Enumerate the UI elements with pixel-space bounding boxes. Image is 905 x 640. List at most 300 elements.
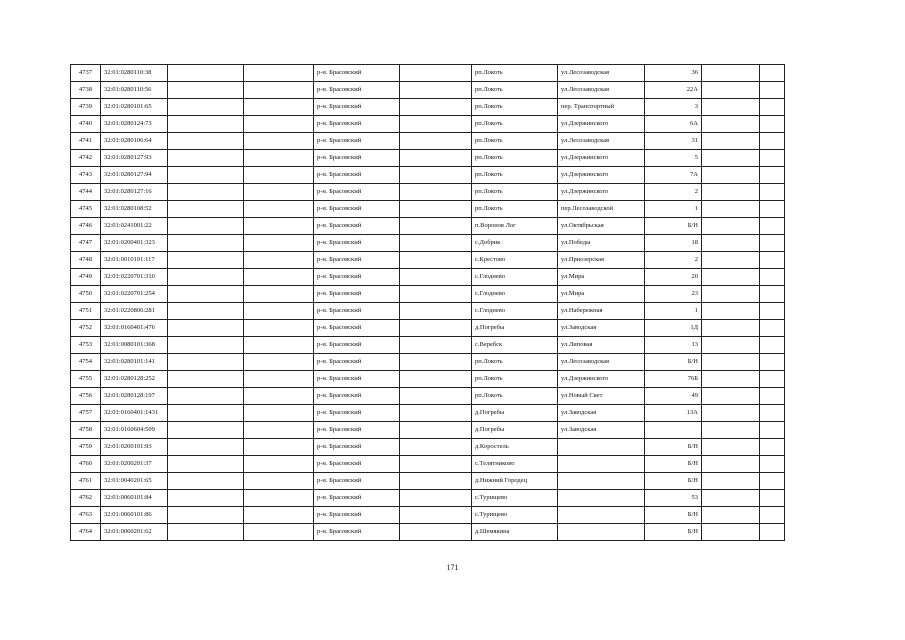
district-cell: р-н. Брасовский — [314, 507, 400, 524]
empty-cell — [168, 201, 244, 218]
empty-cell — [244, 422, 314, 439]
table-row — [71, 150, 785, 167]
table-row — [71, 99, 785, 116]
street-cell — [558, 473, 645, 490]
empty-cell — [244, 507, 314, 524]
empty-cell — [168, 439, 244, 456]
empty-cell — [702, 286, 760, 303]
table-row — [71, 303, 785, 320]
table-row — [71, 269, 785, 286]
table-row — [71, 439, 785, 456]
empty-cell — [760, 303, 785, 320]
row-number: 4739 — [71, 99, 101, 116]
street-cell: ул.Дзержинского — [558, 371, 645, 388]
district-cell: р-н. Брасовский — [314, 524, 400, 541]
cadastral-number: 32:01:0060201:62 — [101, 524, 168, 541]
empty-cell — [702, 167, 760, 184]
row-number: 4738 — [71, 82, 101, 99]
empty-cell — [400, 371, 472, 388]
settlement-cell: д.Погребы — [472, 422, 558, 439]
row-number: 4760 — [71, 456, 101, 473]
settlement-cell: рп.Локоть — [472, 167, 558, 184]
street-cell: ул.Новый Свет — [558, 388, 645, 405]
district-cell: р-н. Брасовский — [314, 439, 400, 456]
empty-cell — [400, 218, 472, 235]
cadastral-number: 32:01:0060101:84 — [101, 490, 168, 507]
house-number-cell: 2 — [645, 184, 702, 201]
house-number-cell: 76Б — [645, 371, 702, 388]
settlement-cell: рп.Локоть — [472, 116, 558, 133]
cadastral-number: 32:01:0280101:65 — [101, 99, 168, 116]
settlement-cell: рп.Локоть — [472, 82, 558, 99]
empty-cell — [702, 82, 760, 99]
house-number-cell: 2 — [645, 252, 702, 269]
empty-cell — [400, 99, 472, 116]
house-number-cell: Б/Н — [645, 439, 702, 456]
empty-cell — [168, 337, 244, 354]
empty-cell — [702, 269, 760, 286]
district-cell: р-н. Брасовский — [314, 303, 400, 320]
cadastral-number: 32:01:0280127:94 — [101, 167, 168, 184]
house-number-cell: 1Д — [645, 320, 702, 337]
empty-cell — [168, 116, 244, 133]
house-number-cell: 20 — [645, 269, 702, 286]
settlement-cell: с.Турищево — [472, 507, 558, 524]
empty-cell — [244, 184, 314, 201]
empty-cell — [760, 524, 785, 541]
empty-cell — [168, 320, 244, 337]
empty-cell — [244, 218, 314, 235]
table-row — [71, 133, 785, 150]
empty-cell — [244, 116, 314, 133]
house-number-cell: 1 — [645, 201, 702, 218]
row-number: 4741 — [71, 133, 101, 150]
empty-cell — [168, 167, 244, 184]
empty-cell — [244, 167, 314, 184]
house-number-cell: 13А — [645, 405, 702, 422]
row-number: 4758 — [71, 422, 101, 439]
empty-cell — [702, 133, 760, 150]
empty-cell — [760, 439, 785, 456]
empty-cell — [760, 286, 785, 303]
empty-cell — [400, 167, 472, 184]
street-cell: ул.Заводская — [558, 405, 645, 422]
empty-cell — [400, 524, 472, 541]
empty-cell — [400, 82, 472, 99]
empty-cell — [400, 490, 472, 507]
empty-cell — [400, 252, 472, 269]
district-cell: р-н. Брасовский — [314, 286, 400, 303]
empty-cell — [244, 252, 314, 269]
empty-cell — [244, 269, 314, 286]
empty-cell — [760, 116, 785, 133]
district-cell: р-н. Брасовский — [314, 371, 400, 388]
cadastral-number: 32:01:0280127:93 — [101, 150, 168, 167]
empty-cell — [244, 337, 314, 354]
empty-cell — [244, 82, 314, 99]
empty-cell — [760, 252, 785, 269]
empty-cell — [702, 473, 760, 490]
street-cell: ул.Лесозаводская — [558, 354, 645, 371]
street-cell: ул.Липовая — [558, 337, 645, 354]
empty-cell — [702, 235, 760, 252]
house-number-cell: 13 — [645, 337, 702, 354]
house-number-cell: 53 — [645, 490, 702, 507]
settlement-cell: рп.Локоть — [472, 150, 558, 167]
empty-cell — [168, 218, 244, 235]
cadastral-number: 32:01:0200401:323 — [101, 235, 168, 252]
empty-cell — [400, 303, 472, 320]
settlement-cell: с.Телятниково — [472, 456, 558, 473]
empty-cell — [244, 150, 314, 167]
settlement-cell: рп.Локоть — [472, 371, 558, 388]
table-row — [71, 82, 785, 99]
row-number: 4764 — [71, 524, 101, 541]
settlement-cell: рп.Локоть — [472, 99, 558, 116]
table-row — [71, 167, 785, 184]
row-number: 4755 — [71, 371, 101, 388]
empty-cell — [400, 65, 472, 82]
empty-cell — [760, 473, 785, 490]
settlement-cell: рп.Локоть — [472, 354, 558, 371]
row-number: 4754 — [71, 354, 101, 371]
empty-cell — [244, 65, 314, 82]
empty-cell — [400, 286, 472, 303]
row-number: 4756 — [71, 388, 101, 405]
empty-cell — [702, 65, 760, 82]
district-cell: р-н. Брасовский — [314, 99, 400, 116]
cadastral-number: 32:01:0200101:93 — [101, 439, 168, 456]
empty-cell — [702, 456, 760, 473]
street-cell: ул.Лесозаводская — [558, 133, 645, 150]
empty-cell — [168, 303, 244, 320]
district-cell: р-н. Брасовский — [314, 422, 400, 439]
row-number: 4762 — [71, 490, 101, 507]
street-cell — [558, 490, 645, 507]
settlement-cell: рп.Локоть — [472, 184, 558, 201]
row-number: 4746 — [71, 218, 101, 235]
row-number: 4761 — [71, 473, 101, 490]
empty-cell — [244, 524, 314, 541]
settlement-cell: д.Погребы — [472, 405, 558, 422]
row-number: 4740 — [71, 116, 101, 133]
empty-cell — [168, 388, 244, 405]
empty-cell — [760, 490, 785, 507]
table-row — [71, 354, 785, 371]
district-cell: р-н. Брасовский — [314, 405, 400, 422]
empty-cell — [244, 99, 314, 116]
district-cell: р-н. Брасовский — [314, 150, 400, 167]
settlement-cell: рп.Локоть — [472, 133, 558, 150]
house-number-cell: 22А — [645, 82, 702, 99]
empty-cell — [400, 422, 472, 439]
empty-cell — [702, 439, 760, 456]
row-number: 4749 — [71, 269, 101, 286]
street-cell: ул.Октябрьская — [558, 218, 645, 235]
empty-cell — [702, 184, 760, 201]
street-cell — [558, 456, 645, 473]
street-cell: пер. Транспортный — [558, 99, 645, 116]
district-cell: р-н. Брасовский — [314, 184, 400, 201]
house-number-cell: 1 — [645, 303, 702, 320]
house-number-cell: 49 — [645, 388, 702, 405]
empty-cell — [702, 150, 760, 167]
district-cell: р-н. Брасовский — [314, 116, 400, 133]
cadastral-number: 32:01:0080101:368 — [101, 337, 168, 354]
settlement-cell: д.Нижний Городец — [472, 473, 558, 490]
empty-cell — [244, 405, 314, 422]
empty-cell — [702, 354, 760, 371]
table-row — [71, 252, 785, 269]
empty-cell — [400, 456, 472, 473]
empty-cell — [168, 235, 244, 252]
house-number-cell: 7А — [645, 167, 702, 184]
empty-cell — [760, 184, 785, 201]
cadastral-number: 32:01:0160401:476 — [101, 320, 168, 337]
district-cell: р-н. Брасовский — [314, 218, 400, 235]
empty-cell — [702, 320, 760, 337]
empty-cell — [244, 371, 314, 388]
house-number-cell: 31 — [645, 133, 702, 150]
empty-cell — [168, 65, 244, 82]
empty-cell — [760, 150, 785, 167]
street-cell: ул.Дзержинского — [558, 116, 645, 133]
house-number-cell: Б/Н — [645, 524, 702, 541]
cadastral-number: 32:01:0160604:509 — [101, 422, 168, 439]
house-number-cell: 5 — [645, 150, 702, 167]
row-number: 4751 — [71, 303, 101, 320]
cadastral-number: 32:01:0060101:86 — [101, 507, 168, 524]
street-cell: ул.Набережная — [558, 303, 645, 320]
cadastral-number: 32:01:0280106:64 — [101, 133, 168, 150]
street-cell — [558, 524, 645, 541]
empty-cell — [244, 133, 314, 150]
settlement-cell: п.Воронов Лог — [472, 218, 558, 235]
street-cell: ул.Приозерская — [558, 252, 645, 269]
house-number-cell: Б/Н — [645, 218, 702, 235]
house-number-cell: 36 — [645, 65, 702, 82]
house-number-cell: 23 — [645, 286, 702, 303]
settlement-cell: с.Глоднево — [472, 286, 558, 303]
table-row — [71, 218, 785, 235]
street-cell: ул.Победы — [558, 235, 645, 252]
empty-cell — [244, 490, 314, 507]
table-row — [71, 456, 785, 473]
street-cell: ул.Дзержинского — [558, 184, 645, 201]
cadastral-number: 32:01:0040201:65 — [101, 473, 168, 490]
cadastral-number: 32:01:0280108:52 — [101, 201, 168, 218]
empty-cell — [760, 269, 785, 286]
empty-cell — [168, 82, 244, 99]
table-row — [71, 65, 785, 82]
empty-cell — [400, 235, 472, 252]
empty-cell — [760, 456, 785, 473]
district-cell: р-н. Брасовский — [314, 235, 400, 252]
settlement-cell: с.Крестово — [472, 252, 558, 269]
table-row — [71, 184, 785, 201]
district-cell: р-н. Брасовский — [314, 252, 400, 269]
empty-cell — [760, 65, 785, 82]
house-number-cell: Б/Н — [645, 354, 702, 371]
table-row — [71, 422, 785, 439]
house-number-cell: Б/Н — [645, 456, 702, 473]
table-row — [71, 490, 785, 507]
empty-cell — [702, 490, 760, 507]
cadastral-number: 32:01:0220806:281 — [101, 303, 168, 320]
cadastral-number: 32:01:0241001:22 — [101, 218, 168, 235]
empty-cell — [168, 371, 244, 388]
settlement-cell: с.Добрик — [472, 235, 558, 252]
empty-cell — [168, 473, 244, 490]
street-cell: ул.Заводская — [558, 320, 645, 337]
house-number-cell: 6А — [645, 116, 702, 133]
empty-cell — [244, 201, 314, 218]
empty-cell — [244, 320, 314, 337]
empty-cell — [400, 150, 472, 167]
empty-cell — [244, 473, 314, 490]
street-cell — [558, 507, 645, 524]
district-cell: р-н. Брасовский — [314, 65, 400, 82]
table-row — [71, 388, 785, 405]
empty-cell — [702, 371, 760, 388]
empty-cell — [400, 354, 472, 371]
empty-cell — [400, 133, 472, 150]
empty-cell — [760, 422, 785, 439]
empty-cell — [760, 388, 785, 405]
empty-cell — [400, 388, 472, 405]
empty-cell — [702, 99, 760, 116]
district-cell: р-н. Брасовский — [314, 320, 400, 337]
house-number-cell: Б/Н — [645, 473, 702, 490]
settlement-cell: д.Коростель — [472, 439, 558, 456]
empty-cell — [244, 388, 314, 405]
table-row — [71, 337, 785, 354]
empty-cell — [400, 320, 472, 337]
district-cell: р-н. Брасовский — [314, 354, 400, 371]
page-number: 171 — [446, 563, 459, 572]
row-number: 4759 — [71, 439, 101, 456]
district-cell: р-н. Брасовский — [314, 388, 400, 405]
empty-cell — [168, 490, 244, 507]
row-number: 4737 — [71, 65, 101, 82]
empty-cell — [702, 303, 760, 320]
table-row — [71, 116, 785, 133]
row-number: 4744 — [71, 184, 101, 201]
settlement-cell: с.Глоднево — [472, 303, 558, 320]
table-row — [71, 405, 785, 422]
table-row — [71, 507, 785, 524]
cadastral-number: 32:01:0010101:117 — [101, 252, 168, 269]
district-cell: р-н. Брасовский — [314, 82, 400, 99]
empty-cell — [168, 269, 244, 286]
district-cell: р-н. Брасовский — [314, 201, 400, 218]
empty-cell — [702, 337, 760, 354]
settlement-cell: рп.Локоть — [472, 388, 558, 405]
empty-cell — [400, 337, 472, 354]
table-body — [71, 65, 785, 541]
row-number: 4748 — [71, 252, 101, 269]
empty-cell — [702, 201, 760, 218]
cadastral-number: 32:01:0200201:37 — [101, 456, 168, 473]
district-cell: р-н. Брасовский — [314, 490, 400, 507]
cadastral-number: 32:01:0160401:1431 — [101, 405, 168, 422]
cadastral-number: 32:01:0280110:38 — [101, 65, 168, 82]
cadastral-number: 32:01:0280124:73 — [101, 116, 168, 133]
street-cell: пер.Лесозаводской — [558, 201, 645, 218]
property-register-table — [70, 64, 785, 541]
empty-cell — [760, 201, 785, 218]
empty-cell — [760, 82, 785, 99]
empty-cell — [760, 167, 785, 184]
cadastral-number: 32:01:0280128:252 — [101, 371, 168, 388]
empty-cell — [760, 405, 785, 422]
empty-cell — [400, 473, 472, 490]
settlement-cell: с.Веребск — [472, 337, 558, 354]
cadastral-number: 32:01:0280127:16 — [101, 184, 168, 201]
cadastral-number: 32:01:0220701:310 — [101, 269, 168, 286]
street-cell: ул.Лесозаводская — [558, 65, 645, 82]
empty-cell — [168, 524, 244, 541]
empty-cell — [760, 133, 785, 150]
empty-cell — [760, 354, 785, 371]
table-row — [71, 201, 785, 218]
empty-cell — [168, 99, 244, 116]
empty-cell — [760, 507, 785, 524]
row-number: 4743 — [71, 167, 101, 184]
empty-cell — [702, 422, 760, 439]
empty-cell — [760, 320, 785, 337]
house-number-cell: 18 — [645, 235, 702, 252]
street-cell: ул.Дзержинского — [558, 167, 645, 184]
district-cell: р-н. Брасовский — [314, 337, 400, 354]
settlement-cell: с.Турищево — [472, 490, 558, 507]
empty-cell — [702, 218, 760, 235]
house-number-cell: 3 — [645, 99, 702, 116]
settlement-cell: рп.Локоть — [472, 65, 558, 82]
settlement-cell: д.Шемякина — [472, 524, 558, 541]
empty-cell — [244, 303, 314, 320]
row-number: 4757 — [71, 405, 101, 422]
street-cell — [558, 439, 645, 456]
cadastral-number: 32:01:0280101:141 — [101, 354, 168, 371]
row-number: 4763 — [71, 507, 101, 524]
empty-cell — [702, 388, 760, 405]
empty-cell — [702, 405, 760, 422]
empty-cell — [400, 405, 472, 422]
table-row — [71, 524, 785, 541]
empty-cell — [760, 218, 785, 235]
district-cell: р-н. Брасовский — [314, 473, 400, 490]
empty-cell — [400, 184, 472, 201]
empty-cell — [244, 286, 314, 303]
empty-cell — [760, 337, 785, 354]
empty-cell — [244, 439, 314, 456]
street-cell: ул.Лесозаводская — [558, 82, 645, 99]
empty-cell — [760, 235, 785, 252]
district-cell: р-н. Брасовский — [314, 167, 400, 184]
table-row — [71, 371, 785, 388]
empty-cell — [702, 116, 760, 133]
settlement-cell: с.Глоднево — [472, 269, 558, 286]
empty-cell — [702, 252, 760, 269]
table-row — [71, 473, 785, 490]
empty-cell — [168, 150, 244, 167]
district-cell: р-н. Брасовский — [314, 133, 400, 150]
cadastral-number: 32:01:0280110:56 — [101, 82, 168, 99]
row-number: 4753 — [71, 337, 101, 354]
empty-cell — [168, 184, 244, 201]
empty-cell — [400, 269, 472, 286]
